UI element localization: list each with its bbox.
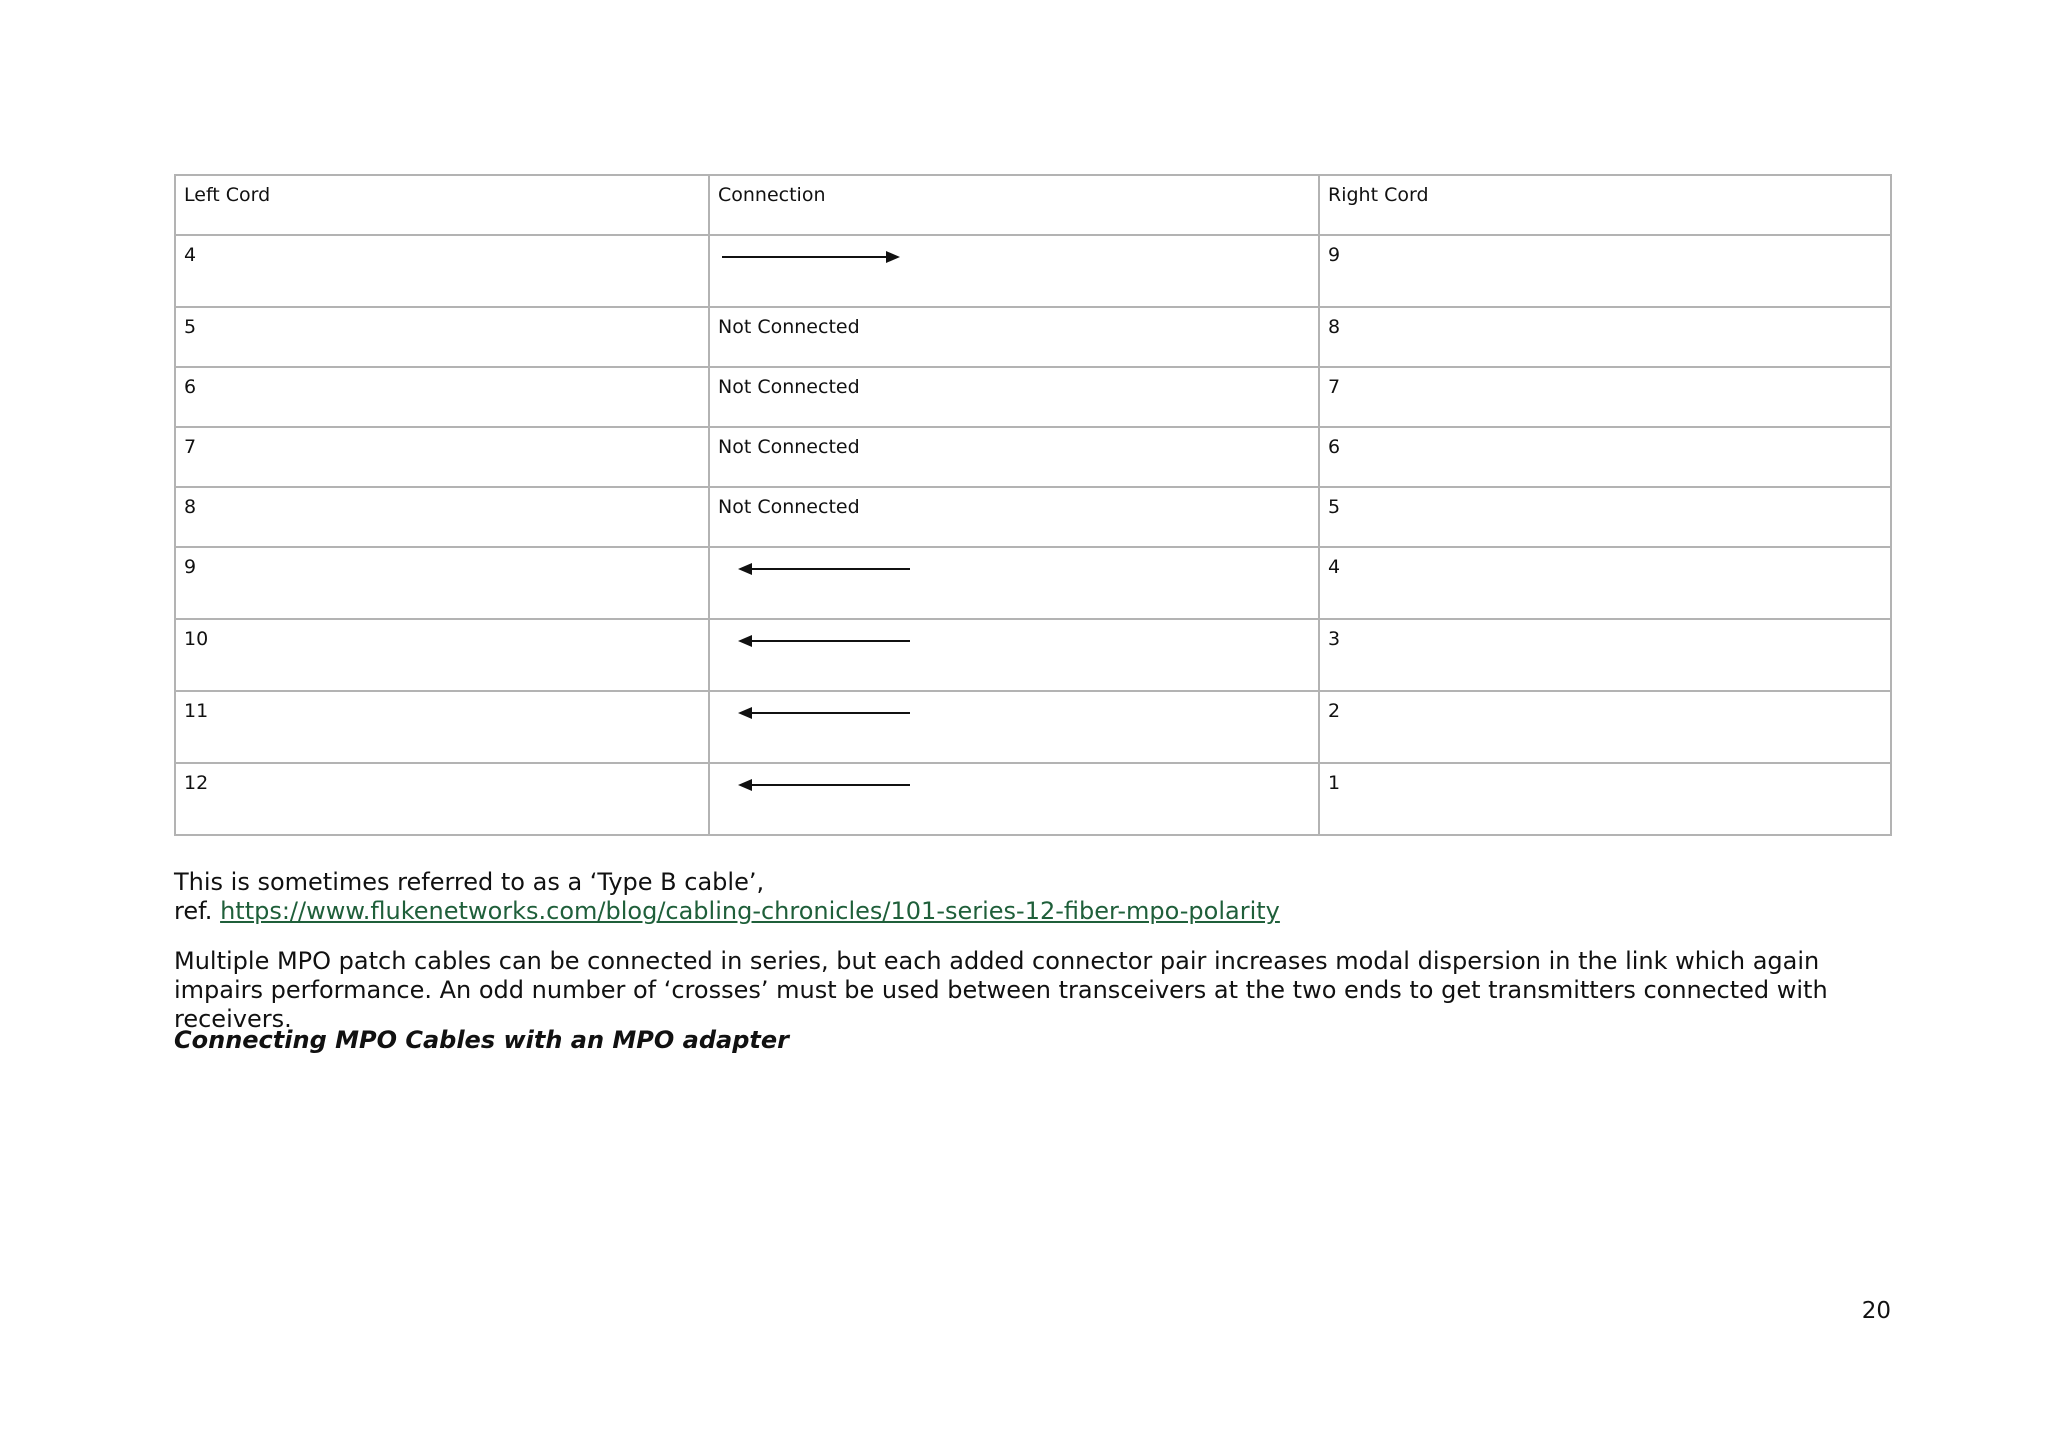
table-row bbox=[175, 427, 1891, 487]
table-row bbox=[175, 547, 1891, 619]
connection-cell bbox=[709, 763, 1319, 835]
fluke-networks-reference-link[interactable]: https://www.flukenetworks.com/blog/cabling-chronicles/101-series-12-fiber-mpo-polarity bbox=[220, 897, 1280, 925]
right-cord-cell: 3 bbox=[1319, 619, 1891, 691]
table-header-row bbox=[175, 175, 1891, 235]
left-cord-cell: 11 bbox=[175, 691, 709, 763]
connection-cell bbox=[709, 691, 1319, 763]
type-b-cable-sentence: This is sometimes referred to as a ‘Type B cable’, bbox=[174, 868, 765, 896]
right-cord-cell: 6 bbox=[1319, 427, 1891, 487]
connection-cell: Not Connected bbox=[709, 487, 1319, 547]
mpo-series-paragraph: Multiple MPO patch cables can be connected in series, but each added connector pair increases modal dispersion in the link which again impairs performance. An odd number of ‘crosses’ must be used between transceivers at the two ends to get transmitters connected with receivers. bbox=[174, 947, 1828, 1033]
connection-cell bbox=[709, 547, 1319, 619]
table-row bbox=[175, 619, 1891, 691]
table-row bbox=[175, 763, 1891, 835]
left-cord-cell: 9 bbox=[175, 547, 709, 619]
left-cord-cell: 12 bbox=[175, 763, 709, 835]
left-arrow-icon bbox=[738, 777, 918, 793]
page-number: 20 bbox=[1861, 1298, 1891, 1324]
right-cord-cell: 4 bbox=[1319, 547, 1891, 619]
left-arrow-icon bbox=[738, 633, 918, 649]
right-cord-cell: 9 bbox=[1319, 235, 1891, 307]
right-cord-cell: 5 bbox=[1319, 487, 1891, 547]
left-cord-cell: 5 bbox=[175, 307, 709, 367]
connection-cell: Not Connected bbox=[709, 367, 1319, 427]
ref-prefix: ref. bbox=[174, 897, 221, 925]
cord-connection-table bbox=[174, 174, 1892, 836]
connection-cell: Not Connected bbox=[709, 427, 1319, 487]
table-row bbox=[175, 691, 1891, 763]
header-connection: Connection bbox=[709, 175, 1319, 235]
connection-cell bbox=[709, 235, 1319, 307]
right-cord-cell: 7 bbox=[1319, 367, 1891, 427]
connection-cell bbox=[709, 619, 1319, 691]
left-cord-cell: 8 bbox=[175, 487, 709, 547]
left-cord-cell: 4 bbox=[175, 235, 709, 307]
right-arrow-icon bbox=[722, 249, 902, 265]
table-row bbox=[175, 235, 1891, 307]
right-cord-cell: 1 bbox=[1319, 763, 1891, 835]
header-left-cord: Left Cord bbox=[175, 175, 709, 235]
type-b-cable-paragraph bbox=[174, 868, 1894, 926]
left-cord-cell: 6 bbox=[175, 367, 709, 427]
left-cord-cell: 7 bbox=[175, 427, 709, 487]
right-cord-cell: 8 bbox=[1319, 307, 1891, 367]
left-cord-cell: 10 bbox=[175, 619, 709, 691]
right-cord-cell: 2 bbox=[1319, 691, 1891, 763]
left-arrow-icon bbox=[738, 561, 918, 577]
left-arrow-icon bbox=[738, 705, 918, 721]
table-row bbox=[175, 487, 1891, 547]
table-row bbox=[175, 307, 1891, 367]
section-heading: Connecting MPO Cables with an MPO adapter bbox=[174, 1026, 789, 1054]
table-row bbox=[175, 367, 1891, 427]
header-right-cord: Right Cord bbox=[1319, 175, 1891, 235]
connection-cell: Not Connected bbox=[709, 307, 1319, 367]
